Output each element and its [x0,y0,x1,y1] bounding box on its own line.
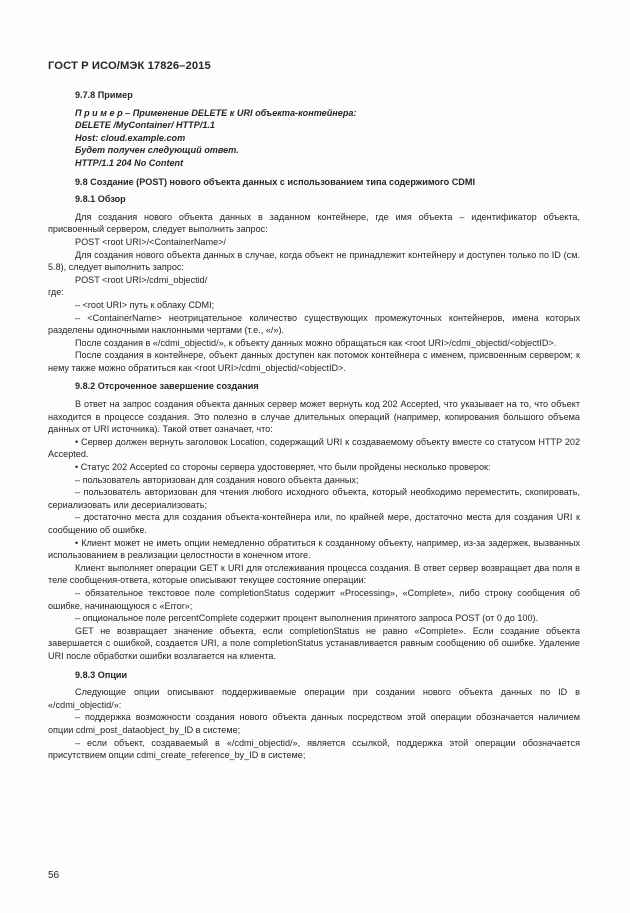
document-header: ГОСТ Р ИСО/МЭК 17826–2015 [48,60,211,72]
paragraph: GET не возвращает значение объекта, если completionStatus не равно «Complete». Если создание объекта завершается с ошибкой, создается URI, а поле completionStatus устанавливается равным сообщению об ошибке. Удаление URI после обработки ошибки возлагается на клиента. [48,625,580,661]
code-line: POST <root URI>/<ContainerName>/ [75,236,226,247]
paragraph: Для создания нового объекта данных в заданном контейнере, где имя объекта – идентификатор объекта, присвоенный сервером, следует выполнить запрос: [48,211,580,235]
list-item: – пользователь авторизован для создания нового объекта данных; [75,474,359,485]
heading-9-8-2: 9.8.2 Отсроченное завершение создания [75,381,259,392]
list-item: – достаточно места для создания объекта-контейнера или, по крайней мере, достаточно места для создания URI к сообщению об ошибке. [48,512,580,535]
list-item: – <root URI> путь к облаку CDMI; [75,299,215,310]
example-line: Будет получен следующий ответ. [75,145,239,156]
paragraph: Клиент выполняет операции GET к URI для отслеживания процесса создания. В ответ сервер возвращает два поля в теле сообщения-ответа, которые описывают текущее состояние операции: [48,562,580,586]
paragraph: После создания в «/cdmi_objectid/», к объекту данных можно обращаться как <root URI>/cdmi_objectid/<objectID>. [75,337,557,348]
heading-9-8: 9.8 Создание (POST) нового объекта данных с использованием типа содержимого CDMI [75,176,475,187]
example-line: HTTP/1.1 204 No Content [75,157,184,168]
code-line: POST <root URI>/cdmi_objectid/ [75,274,208,285]
list-item: – опциональное поле percentComplete содержит процент выполнения принятого запроса POST (от 0 до 100). [75,613,539,624]
list-item: – если объект, создаваемый в «/cdmi_objectid/», является ссылкой, поддержка этой операции обозначается присутствием опции cdmi_create_reference_by_ID в системе; [48,737,580,761]
list-item: – обязательное текстовое поле completionStatus содержит «Processing», «Complete», либо строку сообщения об ошибке, начинающуюся с «Error»; [48,587,580,611]
example-line: П р и м е р – Применение DELETE к URI объекта-контейнера: [75,107,357,118]
example-line: Host: cloud.example.com [75,132,186,143]
where-label: где: [48,287,64,298]
list-item: – <ContainerName> неотрицательное количество существующих промежуточных контейнеров, имена которых разделены одиночными наклонными чертами (т.е., «/»). [48,312,580,336]
heading-9-7-8: 9.7.8 Пример [75,90,133,100]
example-line: DELETE /MyContainer/ HTTP/1.1 [75,120,215,131]
paragraph: После создания в контейнере, объект данных доступен как потомок контейнера с именем, присвоенным сервером; к нему также можно обратиться как <root URI>/cdmi_objectid/<objectID>. [48,350,580,373]
paragraph: В ответ на запрос создания объекта данных сервер может вернуть код 202 Accepted, что указывает на то, что объект находится в процессе создания. Это полезно в случае длительных операций (например, копирования большого объема данных от URI источника). Такой ответ означает, что: [48,399,580,435]
heading-9-8-3: 9.8.3 Опции [75,669,128,680]
page-number: 56 [48,870,60,881]
list-item: – пользователь авторизован для чтения любого исходного объекта, который необходимо переместить, скопировать, сериализовать или десериализовать; [48,487,580,510]
paragraph: Для создания нового объекта данных в случае, когда объект не принадлежит контейнеру и доступен только по ID (см. 5.8), следует выполнить запрос: [48,249,580,273]
bullet-item: • Статус 202 Accepted со стороны сервера удостоверяет, что были пройдены несколько проверок: [75,462,491,473]
paragraph: Следующие опции описывают поддерживаемые операции при создании нового объекта данных по ID в «/cdmi_objectid/»: [48,687,580,710]
heading-9-8-1: 9.8.1 Обзор [75,194,126,205]
document-body [48,89,580,762]
list-item: – поддержка возможности создания нового объекта данных посредством этой операции обозначается наличием опции cdmi_post_dataobject_by_ID в системе; [48,712,580,735]
bullet-item: • Клиент может не иметь опции немедленно обратиться к созданному объекту, например, из-за задержек, вызванных использованием в реализации целостности в конечном итоге. [48,537,580,561]
bullet-item: • Сервер должен вернуть заголовок Location, содержащий URI к создаваемому объекту вместе со статусом HTTP 202 Accepted. [48,436,580,460]
